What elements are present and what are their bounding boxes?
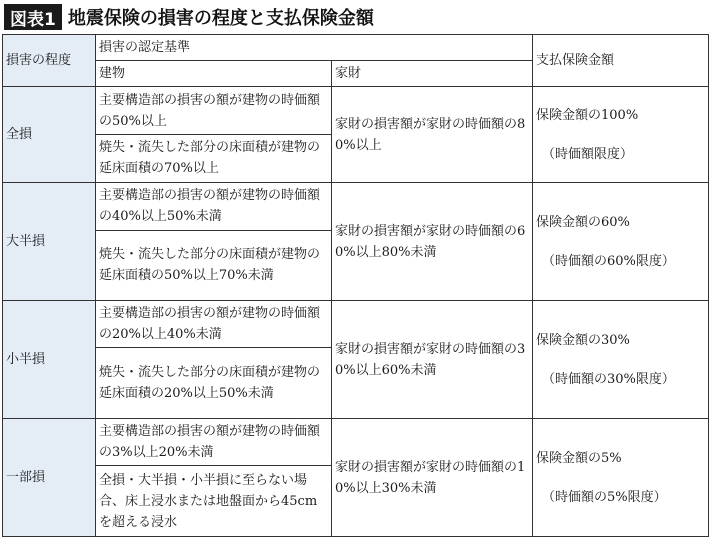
payout-amount: 保険金額の60%	[536, 214, 630, 230]
building-criterion: 焼失・流失した部分の床面積が建物の延床面積の70%以上	[96, 134, 332, 182]
payout-amount: 保険金額の5%	[536, 450, 622, 466]
figure-title-bar	[0, 0, 710, 34]
payout-cell	[533, 301, 709, 419]
figure-badge: 図表1	[4, 4, 62, 30]
contents-criterion: 家財の損害額が家財の時価額の80%以上	[332, 87, 533, 183]
payout-limit: （時価額の5%限度）	[542, 489, 667, 505]
payout-limit: （時価額限度）	[542, 146, 634, 162]
building-criterion: 焼失・流失した部分の床面積が建物の延床面積の50%以上70%未満	[96, 230, 332, 301]
header-criteria: 損害の認定基準	[96, 35, 533, 61]
level-cell: 大半損	[3, 183, 96, 301]
payout-cell	[533, 419, 709, 537]
building-criterion: 主要構造部の損害の額が建物の時価額の50%以上	[96, 87, 332, 134]
header-building: 建物	[96, 61, 332, 87]
contents-criterion: 家財の損害額が家財の時価額の10%以上30%未満	[332, 419, 533, 537]
payout-cell	[533, 87, 709, 183]
payout-amount: 保険金額の100%	[536, 107, 639, 123]
building-criterion: 主要構造部の損害の額が建物の時価額の3%以上20%未満	[96, 419, 332, 466]
header-contents: 家財	[332, 61, 533, 87]
damage-payout-table	[2, 34, 709, 537]
building-criterion: 主要構造部の損害の額が建物の時価額の20%以上40%未満	[96, 301, 332, 348]
contents-criterion: 家財の損害額が家財の時価額の60%以上80%未満	[332, 183, 533, 301]
level-cell: 全損	[3, 87, 96, 183]
contents-criterion: 家財の損害額が家財の時価額の30%以上60%未満	[332, 301, 533, 419]
payout-cell	[533, 183, 709, 301]
header-payout: 支払保険金額	[533, 35, 709, 87]
level-cell: 一部損	[3, 419, 96, 537]
figure-title: 地震保険の損害の程度と支払保険金額	[67, 8, 374, 29]
building-criterion: 焼失・流失した部分の床面積が建物の延床面積の20%以上50%未満	[96, 348, 332, 419]
payout-limit: （時価額の60%限度）	[542, 253, 675, 269]
payout-limit: （時価額の30%限度）	[542, 371, 675, 387]
building-criterion: 全損・大半損・小半損に至らない場合、床上浸水または地盤面から45cmを超える浸水	[96, 466, 332, 537]
building-criterion: 主要構造部の損害の額が建物の時価額の40%以上50%未満	[96, 183, 332, 230]
payout-amount: 保険金額の30%	[536, 332, 630, 348]
level-cell: 小半損	[3, 301, 96, 419]
header-level: 損害の程度	[3, 35, 96, 87]
